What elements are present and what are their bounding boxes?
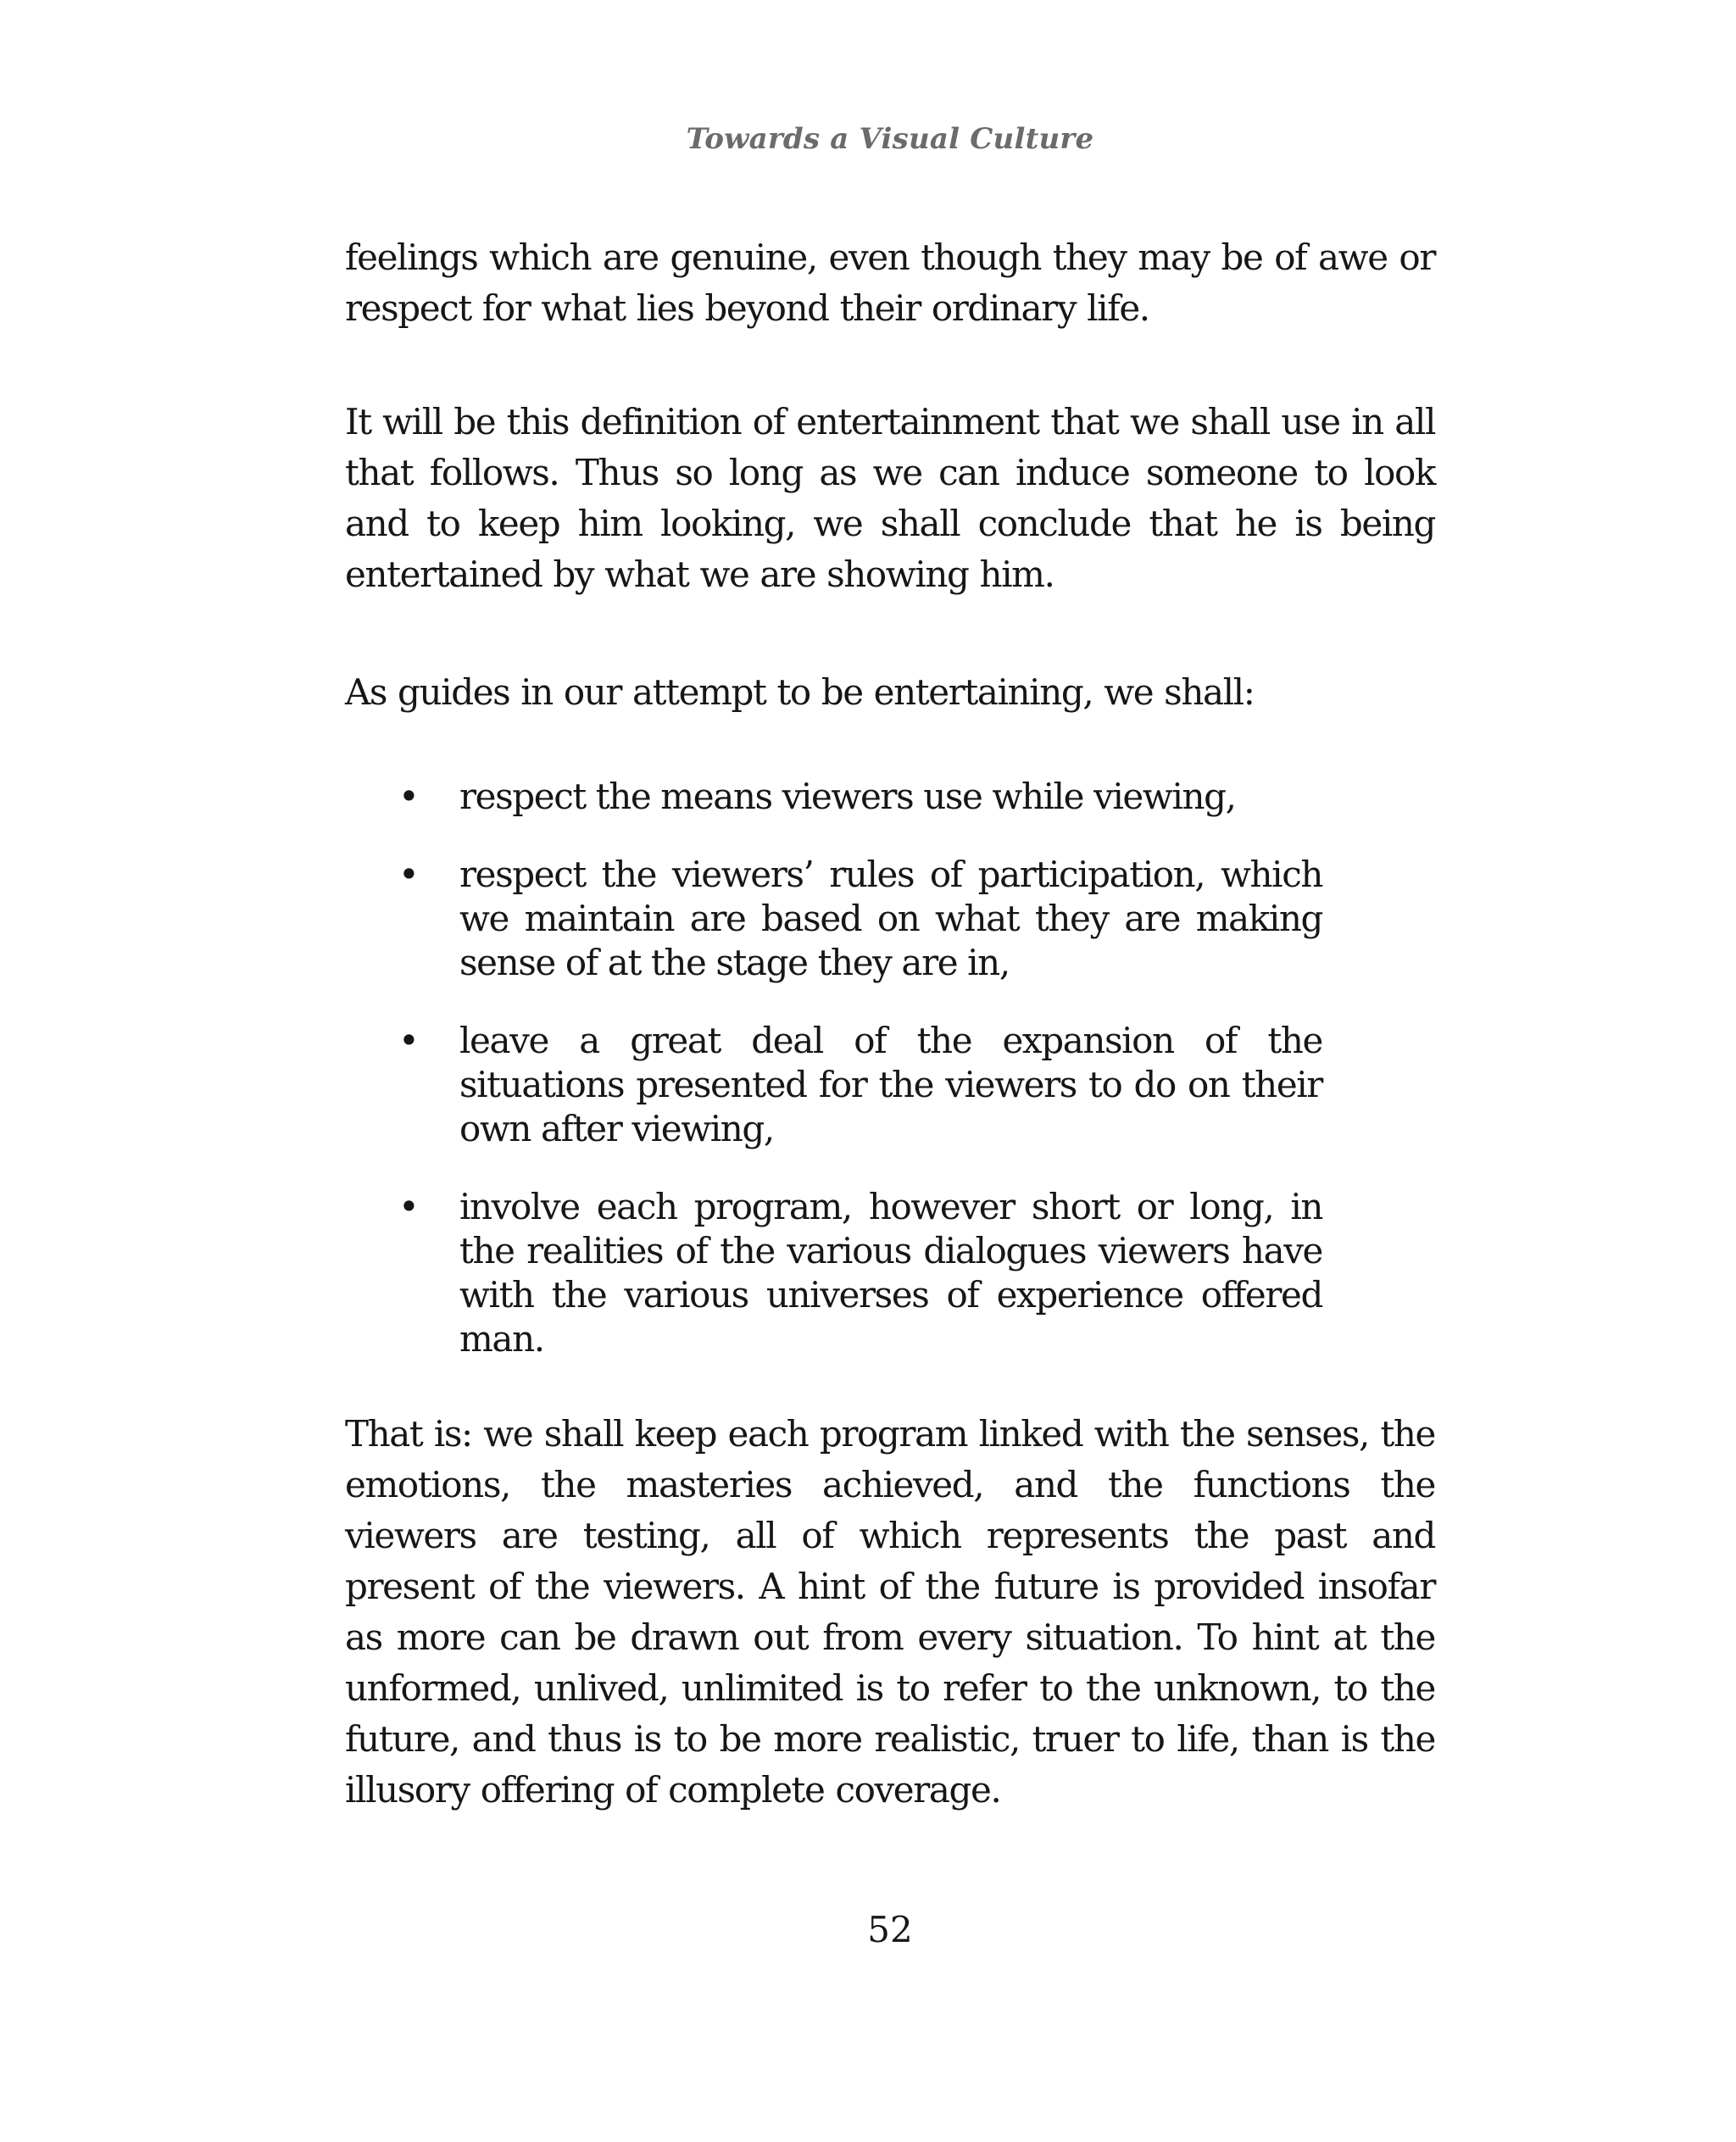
bullet-icon: • — [398, 1186, 419, 1227]
bullet-icon: • — [398, 854, 419, 895]
list-item-text: respect the viewers’ rules of participation, which we maintain are based on what they are making sense of at the stage they are in, — [459, 854, 1322, 983]
list-item — [398, 1019, 1322, 1151]
bullet-icon: • — [398, 776, 419, 817]
list-item-text: leave a great deal of the expansion of the situations presented for the viewers to do on their own after viewing, — [459, 1020, 1322, 1149]
page-number: 52 — [867, 1909, 913, 1950]
bullet-icon: • — [398, 1020, 419, 1061]
guides-bullet-list — [398, 775, 1322, 1395]
body-paragraph-2: It will be this definition of entertainment that we shall use in all that follows. Thus so long as we can induce someone to look and to keep him looking, we shall conclude that he is being entertained by what we are showing him. — [345, 401, 1435, 595]
list-item-text: involve each program, however short or long, in the realities of the various dialogues viewers have with the various universes of experience offered man. — [459, 1186, 1322, 1360]
list-item — [398, 853, 1322, 985]
body-paragraph-4: That is: we shall keep each program linked with the senses, the emotions, the masteries achieved, and the functions the viewers are testing, all of which represents the past and present of the viewers. A hint of the future is provided insofar as more can be drawn out from every situation. To hint at the unformed, unlived, unlimited is to refer to the unknown, to the future, and thus is to be more realistic, truer to life, than is the illusory offering of complete coverage. — [345, 1413, 1435, 1811]
body-paragraph-3: As guides in our attempt to be entertaining, we shall: — [345, 671, 1255, 713]
body-paragraph-1: feelings which are genuine, even though they may be of awe or respect for what lies beyond their ordinary life. — [345, 236, 1435, 329]
list-item — [398, 1185, 1322, 1361]
list-item — [398, 775, 1322, 819]
running-head-title: Towards a Visual Culture — [686, 122, 1094, 156]
list-item-text: respect the means viewers use while viewing, — [459, 776, 1236, 817]
